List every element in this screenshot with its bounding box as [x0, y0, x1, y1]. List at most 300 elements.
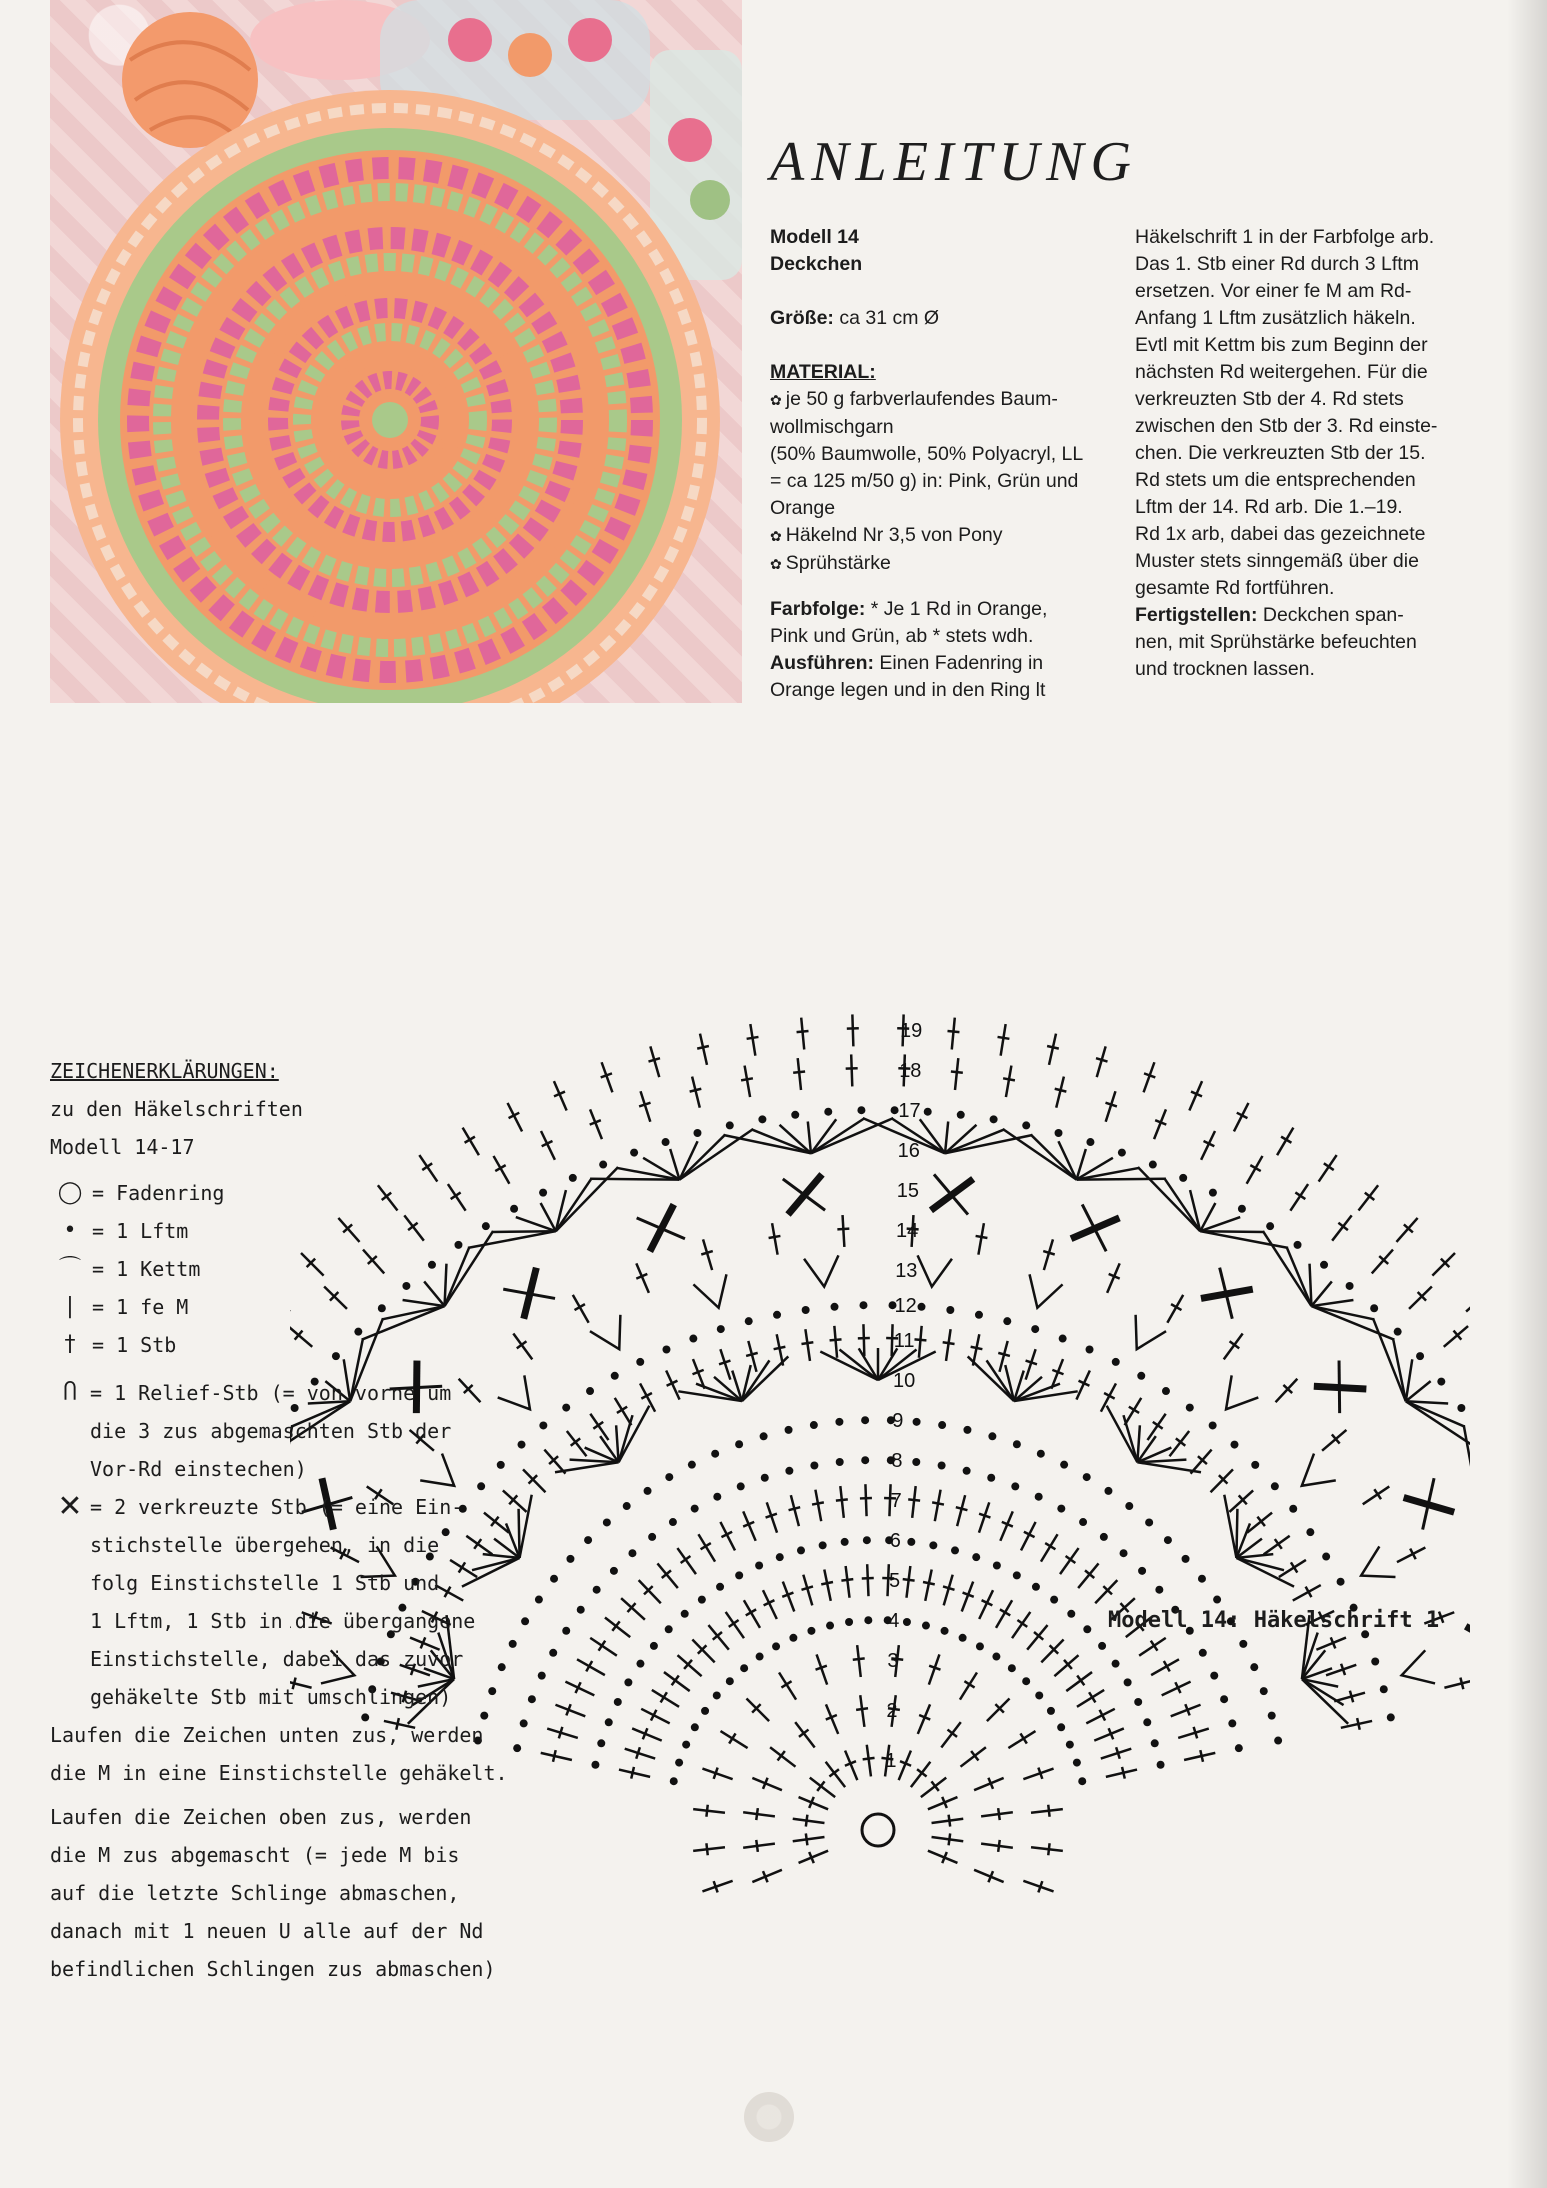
chain-stitch-mark	[636, 1358, 644, 1366]
crossed-stitch-mark	[783, 1174, 825, 1214]
double-crochet-mark	[1229, 1490, 1253, 1511]
double-crochet-mark	[652, 1690, 679, 1707]
arc-icon: ⌒	[58, 1256, 81, 1281]
round-number: 7	[890, 1490, 902, 1513]
double-crochet-mark	[666, 1370, 679, 1399]
chain-stitch-mark	[1437, 1378, 1445, 1386]
legend-row-lftm: • = 1 Lftm	[50, 1212, 570, 1250]
chain-stitch-mark	[951, 1546, 959, 1554]
double-crochet-mark	[943, 1329, 955, 1361]
chain-stitch-mark	[1346, 1282, 1354, 1290]
double-crochet-mark	[693, 1805, 725, 1817]
chain-stitch-mark	[1057, 1723, 1065, 1731]
round-number: 2	[886, 1700, 898, 1723]
chain-stitch-mark	[1274, 1737, 1282, 1745]
double-crochet-mark	[856, 1695, 868, 1727]
chain-stitch-mark	[610, 1567, 618, 1575]
double-crochet-mark	[1003, 1066, 1015, 1098]
double-crochet-mark	[1211, 1469, 1233, 1492]
v-stitch-mark	[1302, 1454, 1336, 1486]
chain-stitch-mark	[1104, 1487, 1112, 1495]
size-line: Größe: ca 31 cm Ø	[770, 307, 940, 329]
round-number: 8	[891, 1450, 903, 1473]
chain-stitch-mark	[691, 1505, 699, 1513]
double-crochet-mark	[590, 1109, 602, 1139]
double-crochet-mark	[1409, 1286, 1432, 1308]
chain-stitch-mark	[755, 1561, 763, 1569]
round-number: 6	[889, 1530, 901, 1553]
double-crochet-mark	[830, 1326, 842, 1358]
double-crochet-mark	[981, 1840, 1013, 1852]
chain-stitch-mark	[569, 1174, 577, 1182]
double-crochet-mark	[1322, 1430, 1346, 1451]
double-crochet-mark	[921, 1778, 946, 1797]
double-crochet-mark	[987, 1698, 1010, 1721]
double-crochet-mark	[1264, 1536, 1290, 1555]
model-number: Modell 14	[770, 226, 859, 248]
double-crochet-mark	[664, 1672, 690, 1691]
chain-stitch-mark	[701, 1707, 709, 1715]
double-crochet-mark	[974, 1778, 1004, 1790]
double-crochet-mark	[1247, 1156, 1263, 1184]
chain-stitch-mark	[577, 1606, 585, 1614]
double-crochet-mark	[701, 1239, 713, 1270]
magic-ring-mark	[862, 1814, 894, 1846]
double-crochet-mark	[743, 1808, 775, 1820]
chain-stitch-mark	[716, 1583, 724, 1591]
chain-stitch-mark	[1008, 1664, 1016, 1672]
double-crochet-mark	[690, 1077, 702, 1108]
model-name: Deckchen	[770, 253, 863, 275]
shell-stitch-mark	[863, 1118, 1033, 1153]
chain-stitch-mark	[987, 1474, 995, 1482]
double-crochet-mark	[747, 1024, 759, 1056]
chain-stitch-mark	[1371, 1658, 1379, 1666]
fertig-line: Fertigstellen: Deckchen span-	[1135, 604, 1404, 626]
double-crochet-mark	[961, 1747, 986, 1766]
double-crochet-mark	[632, 1728, 662, 1740]
material-item: ✿ Sprühstärke	[770, 552, 891, 574]
double-crochet-mark	[1147, 1414, 1165, 1440]
chain-stitch-mark	[1320, 1261, 1328, 1269]
chain-stitch-mark	[740, 1664, 748, 1672]
double-crochet-mark	[998, 1024, 1010, 1056]
chain-stitch-mark	[1032, 1583, 1040, 1591]
double-crochet-mark	[789, 1495, 801, 1526]
double-crochet-mark	[932, 1490, 944, 1521]
chain-stitch-mark	[773, 1311, 781, 1319]
double-crochet-mark	[577, 1659, 605, 1675]
double-crochet-mark	[639, 1091, 650, 1121]
double-crochet-mark	[793, 1058, 805, 1090]
chain-stitch-mark	[758, 1115, 766, 1123]
chain-stitch-mark	[976, 1642, 984, 1650]
chain-stitch-mark	[975, 1311, 983, 1319]
chain-stitch-mark	[1145, 1518, 1153, 1526]
round-number: 5	[888, 1570, 901, 1593]
double-crochet-mark	[1027, 1625, 1047, 1650]
double-crochet-mark	[1047, 1034, 1059, 1065]
chain-stitch-mark	[1235, 1744, 1243, 1752]
chain-stitch-mark	[586, 1387, 594, 1395]
chain-stitch-mark	[785, 1426, 793, 1434]
chain-stitch-mark	[924, 1108, 932, 1116]
double-crochet-mark	[702, 1881, 732, 1893]
chain-stitch-mark	[1031, 1325, 1039, 1333]
chain-stitch-mark	[689, 1335, 697, 1343]
double-crochet-mark	[1201, 1131, 1215, 1160]
chain-stitch-mark	[713, 1691, 721, 1699]
chain-stitch-mark	[845, 1618, 853, 1626]
round-numbers	[885, 1020, 922, 1772]
chain-stitch-mark	[1047, 1707, 1055, 1715]
instructions-column-2: Häkelschrift 1 in der Farbfolge arb. Das 1. Stb einer Rd durch 3 Lftm ersetzen. Vor einer fe M am Rd- Anfang 1 Lftm zusätzlich häkeln. Evtl mit Kettm bis zum Beginn der nächsten Rd weitergehen. Für die verkreuzten Stb der 4. Rd stets zwischen den Stb der 3. Rd einste- chen. Die verkreuzten Stb der 15. Rd stets um die entsprechenden Lftm der 14. Rd arb. Die 1.–19. Rd 1x arb, dabei das gezeichnete Muster stets sinngemäß über die gesamte Rd fortführen. Fertigstellen: Deckchen span- nen, mit Sprühstärke befeuchten und trocknen lassen.	[1135, 224, 1475, 683]
chain-stitch-mark	[1086, 1345, 1094, 1353]
double-crochet-mark	[721, 1731, 748, 1748]
chain-stitch-mark	[922, 1622, 930, 1630]
legend-row-fadenring: ◯ = Fadenring	[50, 1174, 570, 1212]
double-crochet-mark	[1151, 1659, 1179, 1675]
double-crochet-mark	[1178, 1727, 1209, 1738]
double-crochet-mark	[1041, 1534, 1058, 1561]
double-crochet-mark	[845, 1751, 857, 1781]
chain-stitch-mark	[1073, 1759, 1081, 1767]
double-crochet-mark	[1167, 1295, 1183, 1323]
chain-stitch-mark	[648, 1533, 656, 1541]
chain-stitch-mark	[760, 1432, 768, 1440]
double-crochet-mark	[956, 1495, 968, 1526]
chain-stitch-mark	[859, 1301, 867, 1309]
diagram-caption: Modell 14: Häkelschrift 1	[1108, 1608, 1440, 1633]
double-crochet-mark	[899, 1751, 911, 1781]
double-crochet-mark	[812, 1490, 824, 1521]
chain-stitch-mark	[691, 1723, 699, 1731]
double-crochet-mark	[801, 1329, 813, 1361]
double-crochet-mark	[974, 1870, 1004, 1882]
flower-bullet-icon: ✿	[770, 528, 782, 544]
chain-stitch-mark	[1112, 1660, 1120, 1668]
double-crochet-mark	[1066, 1672, 1092, 1691]
double-crochet-mark	[1043, 1239, 1055, 1270]
double-crochet-mark	[752, 1870, 782, 1882]
double-crochet-mark	[979, 1590, 993, 1619]
double-crochet-mark	[1023, 1768, 1053, 1780]
crossed-stitch-mark	[637, 1204, 685, 1251]
chain-stitch-mark	[1055, 1129, 1063, 1137]
round-number: 16	[897, 1140, 920, 1163]
chain-stitch-mark	[681, 1610, 689, 1618]
double-crochet-mark	[1444, 1678, 1470, 1690]
double-crochet-mark	[826, 1762, 845, 1787]
double-crochet-mark	[639, 1580, 661, 1603]
flower-bullet-icon: ✿	[770, 392, 782, 408]
double-crochet-mark	[941, 1722, 960, 1747]
double-crochet-mark	[1432, 1253, 1455, 1276]
chain-stitch-mark	[1209, 1421, 1217, 1429]
chain-stitch-mark	[1271, 1482, 1279, 1490]
double-crochet-mark	[996, 1600, 1012, 1628]
double-crochet-mark	[590, 1638, 617, 1656]
double-crochet-mark	[948, 1018, 960, 1050]
double-crochet-mark	[1396, 1218, 1417, 1242]
chain-stitch-mark	[938, 1421, 946, 1429]
chain-stitch-mark	[861, 1416, 869, 1424]
crossed-stitch-mark	[1314, 1361, 1367, 1414]
double-crochet-mark	[836, 1486, 848, 1518]
chain-stitch-mark	[1380, 1685, 1388, 1693]
legend-row-fem: | = 1 fe M	[50, 1288, 570, 1326]
double-crochet-mark	[692, 1639, 714, 1662]
double-crochet-mark	[741, 1066, 753, 1098]
chain-stitch-mark	[1164, 1536, 1172, 1544]
double-crochet-mark	[911, 1762, 930, 1787]
double-crochet-mark	[1171, 1704, 1201, 1716]
chain-stitch-mark	[599, 1161, 607, 1169]
double-crochet-mark	[1101, 1747, 1131, 1758]
chain-stitch-mark	[957, 1111, 965, 1119]
double-crochet-mark	[943, 1575, 955, 1606]
chain-stitch-mark	[1162, 1387, 1170, 1395]
double-crochet-mark	[636, 1263, 649, 1292]
chain-stitch-mark	[1322, 1553, 1330, 1561]
v-stitch-mark	[590, 1315, 620, 1349]
double-crochet-mark	[837, 1215, 849, 1247]
double-crochet-mark	[1125, 1398, 1142, 1425]
chain-stitch-mark	[1143, 1718, 1151, 1726]
chain-stitch-mark	[1387, 1713, 1395, 1721]
chain-stitch-mark	[1209, 1189, 1217, 1197]
farbfolge-line: Farbfolge: * Je 1 Rd in Orange,	[770, 598, 1048, 620]
double-crochet-mark	[816, 1654, 828, 1684]
round-number: 14	[895, 1220, 919, 1243]
chain-stitch-mark	[1013, 1440, 1021, 1448]
double-crochet-mark	[1279, 1560, 1306, 1577]
chain-stitch-mark	[797, 1546, 805, 1554]
instructions-column-1: Modell 14 Deckchen Größe: ca 31 cm Ø MATERIAL: ✿ je 50 g farbverlaufendes Baum- wollmischgarn (50% Baumwolle, 50% Polyacryl, LL = ca 125 m/50 g) in: Pink, Grün und Orange ✿ Häkelnd Nr 3,5 von Pony ✿ Sprühstärke Farbfolge: * Je 1 Rd in Orange, Pink und Grün, ab * stets wdh. Ausführen: Einen Fadenring in Orange legen und in den Ring lt	[770, 224, 1105, 704]
publisher-logo	[744, 2092, 794, 2142]
double-crochet-mark	[799, 1851, 829, 1863]
chain-stitch-mark	[810, 1421, 818, 1429]
chain-stitch-mark	[662, 1138, 670, 1146]
double-crochet-mark	[746, 1341, 758, 1372]
chain-stitch-mark	[807, 1627, 815, 1635]
double-crochet-mark	[960, 1673, 977, 1700]
chain-stitch-mark	[1079, 1518, 1087, 1526]
v-stitch-mark	[1402, 1650, 1435, 1683]
double-crochet-mark	[1031, 1843, 1063, 1855]
chain-stitch-mark	[693, 1129, 701, 1137]
chain-stitch-mark	[650, 1642, 658, 1650]
double-crochet-mark	[1276, 1379, 1298, 1402]
double-crochet-mark	[1293, 1585, 1321, 1600]
chain-stitch-mark	[1086, 1138, 1094, 1146]
chain-stitch-mark	[1100, 1533, 1108, 1541]
chain-stitch-mark	[624, 1678, 632, 1686]
double-crochet-mark	[998, 1341, 1010, 1372]
chain-stitch-mark	[891, 1106, 899, 1114]
double-crochet-mark	[1247, 1513, 1272, 1533]
chain-stitch-mark	[636, 1660, 644, 1668]
chain-stitch-mark	[1022, 1677, 1030, 1685]
double-crochet-mark	[779, 1673, 796, 1700]
double-crochet-mark	[821, 1569, 833, 1600]
chain-stitch-mark	[946, 1306, 954, 1314]
round-number: 1	[885, 1750, 897, 1773]
double-crochet-mark	[976, 1223, 988, 1255]
double-crochet-mark	[951, 1058, 963, 1090]
chain-stitch-mark	[644, 1487, 652, 1495]
double-crochet-mark	[590, 1414, 608, 1440]
double-crochet-mark	[1096, 1046, 1108, 1077]
double-crochet-mark	[743, 1511, 756, 1540]
material-item: ✿ Häkelnd Nr 3,5 von Pony	[770, 524, 1003, 546]
double-crochet-mark	[766, 1502, 777, 1532]
double-crochet-mark	[770, 1747, 795, 1766]
chain-stitch-mark	[717, 1325, 725, 1333]
chain-stitch-mark	[1294, 1241, 1302, 1249]
chain-stitch-mark	[912, 1458, 920, 1466]
chain-stitch-mark	[675, 1759, 683, 1767]
double-crochet-mark	[1054, 1655, 1078, 1676]
double-crochet-mark	[826, 1704, 838, 1734]
chain-stitch-mark	[1151, 1739, 1159, 1747]
chain-stitch-mark	[1078, 1777, 1086, 1785]
double-crochet-mark	[1397, 1547, 1425, 1562]
crossed-stitch-mark	[1201, 1268, 1253, 1319]
chain-stitch-mark	[785, 1467, 793, 1475]
chain-stitch-mark	[776, 1553, 784, 1561]
chain-stitch-mark	[1120, 1549, 1128, 1557]
chain-stitch-mark	[1149, 1161, 1157, 1169]
chain-stitch-mark	[959, 1634, 967, 1642]
chain-stitch-mark	[1306, 1528, 1314, 1536]
double-crochet-mark	[677, 1655, 701, 1676]
double-crochet-mark	[799, 1797, 829, 1809]
chain-stitch-mark	[1059, 1335, 1067, 1343]
chain-stitch-mark	[929, 1541, 937, 1549]
chain-stitch-mark	[990, 1115, 998, 1123]
chain-stitch-mark	[756, 1653, 764, 1661]
double-crochet-mark	[677, 1548, 696, 1574]
double-crochet-mark	[1154, 1109, 1166, 1139]
chain-stitch-mark	[819, 1541, 827, 1549]
chain-stitch-mark	[735, 1571, 743, 1579]
chain-stitch-mark	[913, 1418, 921, 1426]
double-crochet-mark	[903, 1566, 915, 1598]
double-crochet-mark	[801, 1575, 813, 1606]
round-number: 18	[899, 1060, 922, 1083]
chain-stitch-mark	[826, 1622, 834, 1630]
doily	[60, 90, 720, 703]
double-crochet-mark	[605, 1617, 630, 1637]
chain-stitch-mark	[614, 1698, 622, 1706]
double-crochet-mark	[743, 1840, 775, 1852]
round-number: 3	[887, 1650, 899, 1673]
ausfuehren-line: Ausführen: Einen Fadenring in	[770, 652, 1044, 674]
chain-stitch-mark	[791, 1111, 799, 1119]
double-crochet-mark	[746, 1698, 769, 1721]
chain-stitch-mark	[1035, 1691, 1043, 1699]
flower-bullet-icon: ✿	[770, 556, 782, 572]
chain-stitch-mark	[1112, 1358, 1120, 1366]
double-crochet-mark	[841, 1566, 853, 1598]
double-crochet-mark	[810, 1778, 835, 1797]
chain-stitch-mark	[603, 1518, 611, 1526]
chain-stitch-mark	[1155, 1586, 1163, 1594]
v-stitch-mark	[1226, 1375, 1258, 1409]
v-stitch-mark	[693, 1274, 726, 1307]
double-crochet-mark	[1359, 1185, 1379, 1210]
chain-stitch-mark	[992, 1653, 1000, 1661]
chain-stitch-mark	[1050, 1596, 1058, 1604]
chain-stitch-mark	[972, 1553, 980, 1561]
round-number: 15	[896, 1180, 920, 1203]
round-number: 13	[895, 1260, 918, 1283]
double-crochet-mark	[1332, 1215, 1352, 1240]
double-crochet-mark	[928, 1797, 958, 1809]
chain-stitch-mark	[605, 1718, 613, 1726]
chain-stitch-mark	[628, 1549, 636, 1557]
chain-stitch-mark	[1220, 1695, 1228, 1703]
crossed-stitch-mark	[1404, 1478, 1455, 1529]
double-crochet-mark	[979, 1502, 990, 1532]
chain-stitch-mark	[861, 1456, 869, 1464]
chain-stitch-mark	[698, 1596, 706, 1604]
round-number: 4	[888, 1610, 900, 1633]
relief-stitch-icon: Ⴖ	[63, 1380, 77, 1405]
double-crochet-mark	[769, 1223, 781, 1255]
material-item: ✿ je 50 g farbverlaufendes Baum-	[770, 388, 1058, 410]
double-crochet-mark	[763, 1590, 777, 1619]
chain-stitch-mark	[1230, 1441, 1238, 1449]
chain-stitch-mark	[584, 1536, 592, 1544]
double-crochet-mark	[1078, 1563, 1098, 1588]
chain-stitch-mark	[993, 1561, 1001, 1569]
chain-stitch-mark	[903, 1618, 911, 1626]
chain-stitch-mark	[665, 1625, 673, 1633]
chain-stitch-mark	[1186, 1404, 1194, 1412]
double-crochet-mark	[726, 1612, 744, 1638]
chain-stitch-mark	[1137, 1372, 1145, 1380]
chain-stitch-mark	[857, 1106, 865, 1114]
double-crochet-mark	[573, 1295, 589, 1323]
legend-row-crossed: ✕ = 2 verkreuzte Stb (= eine Ein- stichstelle übergehen, in die folg Einstichstelle 1 Stb und 1 Lftm, 1 Stb in die übergangene Einstichstelle, dabei das zuvor gehäkelte Stb mit umschlingen)	[50, 1488, 570, 1716]
chain-stitch-mark	[713, 1493, 721, 1501]
crossed-stitch-mark	[1071, 1204, 1119, 1251]
chain-stitch-mark	[1199, 1649, 1207, 1657]
round-number: 10	[892, 1370, 916, 1393]
double-crochet-mark	[1277, 1128, 1293, 1156]
round-number: 12	[894, 1295, 917, 1318]
chain-stitch-mark	[863, 1536, 871, 1544]
chain-stitch-mark	[772, 1642, 780, 1650]
double-crochet-mark	[1316, 1637, 1346, 1649]
chain-stitch-mark	[1228, 1719, 1236, 1727]
double-crochet-mark	[1095, 1580, 1117, 1603]
chain-stitch-mark	[726, 1677, 734, 1685]
chain-stitch-mark	[1457, 1404, 1465, 1412]
chain-stitch-mark	[1179, 1174, 1187, 1182]
crossed-stitch-icon: ✕	[57, 1489, 83, 1524]
round-number: 9	[892, 1410, 904, 1433]
chain-stitch-mark	[1239, 1640, 1247, 1648]
chain-stitch-mark	[802, 1306, 810, 1314]
double-crochet-mark	[1076, 1370, 1089, 1399]
double-crochet-mark	[615, 1398, 632, 1425]
doily-photo	[50, 0, 742, 703]
shell-stitch-mark	[1464, 1425, 1470, 1576]
double-crochet-mark	[693, 1843, 725, 1855]
